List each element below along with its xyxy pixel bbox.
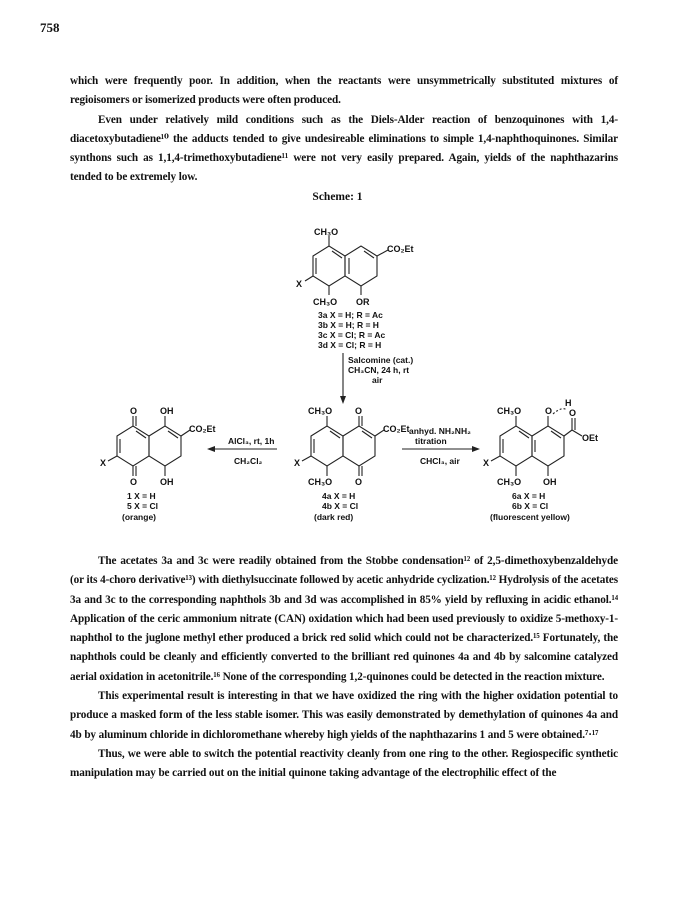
methoxy-label: CH₃O xyxy=(308,477,333,487)
x-substituent-label: X xyxy=(296,279,303,289)
oxygen-label: O xyxy=(569,408,577,418)
compound-label: 6a X = H xyxy=(512,491,546,501)
hydroxyl-label: OH xyxy=(160,477,174,487)
hydroxyl-label: OH xyxy=(543,477,557,487)
top-compound-structure xyxy=(305,236,388,295)
oxygen-label: O xyxy=(355,406,363,416)
hydrogen-label: H xyxy=(565,398,572,408)
down-arrow xyxy=(340,353,346,404)
compound-variant: 3b X = H; R = H xyxy=(318,320,379,330)
oxygen-label: O xyxy=(130,477,138,487)
oxygen-label: O xyxy=(545,406,553,416)
left-arrow xyxy=(207,446,277,452)
reagent-label: air xyxy=(372,375,383,385)
oxygen-label: O xyxy=(130,406,138,416)
right-arrow xyxy=(402,446,480,452)
compound-variant: 3a X = H; R = Ac xyxy=(318,310,383,320)
reagent-label: Salcomine (cat.) xyxy=(348,355,414,365)
compound-label: 4b X = Cl xyxy=(322,501,359,511)
compound-label: 5 X = Cl xyxy=(127,501,158,511)
x-substituent-label: X xyxy=(100,458,107,468)
methoxy-label: CH₃O xyxy=(308,406,333,416)
reagent-label: AlCl₃, rt, 1h xyxy=(228,436,275,446)
reagent-label: CHCl₃, air xyxy=(420,456,460,466)
center-compound-structure xyxy=(302,416,384,476)
methoxy-label: CH₃O xyxy=(314,227,339,237)
intro-paragraphs xyxy=(70,72,618,188)
reagent-label: CH₂Cl₂ xyxy=(234,456,263,466)
compound-variant: 3d X = Cl; R = H xyxy=(318,340,382,350)
compound-variant: 3c X = Cl; R = Ac xyxy=(318,330,386,340)
ester-label: CO₂Et xyxy=(189,424,216,434)
compound-color: (orange) xyxy=(122,512,156,522)
right-compound-structure xyxy=(491,409,582,476)
reagent-label: anhyd. NH₂NH₂ xyxy=(409,426,471,436)
reagent-label: CH₃CN, 24 h, rt xyxy=(348,365,410,375)
ethoxy-label: OEt xyxy=(582,433,599,443)
paragraph: which were frequently poor. In addition, when the reactants were unsymmetrically substituted mixtures of regioisomers or isomerized products were often produced. xyxy=(70,75,618,107)
compound-color: (fluorescent yellow) xyxy=(490,512,570,522)
methoxy-label: CH₃O xyxy=(497,477,522,487)
compound-label: 1 X = H xyxy=(127,491,156,501)
methoxy-label: CH₃O xyxy=(313,297,338,307)
ester-label: CO₂Et xyxy=(383,424,410,434)
x-substituent-label: X xyxy=(294,458,301,468)
or-label: OR xyxy=(356,297,370,307)
paragraph: Thus, we were able to switch the potential reactivity cleanly from one ring to the other. Regiospecific synthetic manipulation may be carried out on the initial quinone taking advantage of the electrophilic effect of the xyxy=(70,747,618,780)
hydroxyl-label: OH xyxy=(160,406,174,416)
paragraph: Even under relatively mild conditions such as the Diels-Alder reaction of benzoquinones with 1,4-diacetoxybutadiene¹⁰ the adducts tended to give undesireable eliminations to simple 1,4-naphthoquinones. Similar synthons such as 1,1,4-trimethoxybutadiene¹¹ were not very easily prepared. Again, yields of the naphthazarins tended to be extremely low. xyxy=(70,113,618,184)
compound-label: 6b X = Cl xyxy=(512,501,549,511)
reaction-scheme xyxy=(0,210,675,540)
page-number: 758 xyxy=(40,20,60,35)
left-compound-structure xyxy=(108,416,190,476)
reagent-label: titration xyxy=(415,436,447,446)
scheme-title: Scheme: 1 xyxy=(312,191,363,203)
compound-color: (dark red) xyxy=(314,512,354,522)
methoxy-label: CH₃O xyxy=(497,406,522,416)
oxygen-label: O xyxy=(355,477,363,487)
x-substituent-label: X xyxy=(483,458,490,468)
paragraph: The acetates 3a and 3c were readily obtained from the Stobbe condensation¹² of 2,5-dimethoxybenzaldehyde (or its 4-choro derivative¹³) with diethylsuccinate followed by acetic anhydride cyclization.¹² Hydrolysis of the acetates 3a and 3c to the corresponding naphthols 3b and 3d was accomplished in 85% yield by refluxing in acidic ethanol.¹⁴ Application of the ceric ammonium nitrate (CAN) oxidation which had been used previously to oxidize 5-methoxy-1-naphthol to the juglone methyl ether produced a brick red solid which could not be characterized.¹⁵ Fortunately, the naphthols could be cleanly and efficiently converted to the brilliant red quinones 4a and 4b by salcomine catalyzed aerial oxidation in acetonitrile.¹⁶ None of the corresponding 1,2-quinones could be detected in the reaction mixture. xyxy=(70,555,618,683)
body-paragraphs xyxy=(70,552,618,784)
paragraph: This experimental result is interesting in that we have oxidized the ring with the higher oxidation potential to produce a masked form of the less stable isomer. This was easily demonstrated by demethylation of quinones 4a and 4b by aluminum chloride in dichloromethane whereby high yields of the naphthazarins 1 and 5 were obtained.⁷·¹⁷ xyxy=(70,690,618,741)
ester-label: CO₂Et xyxy=(387,244,414,254)
compound-label: 4a X = H xyxy=(322,491,356,501)
